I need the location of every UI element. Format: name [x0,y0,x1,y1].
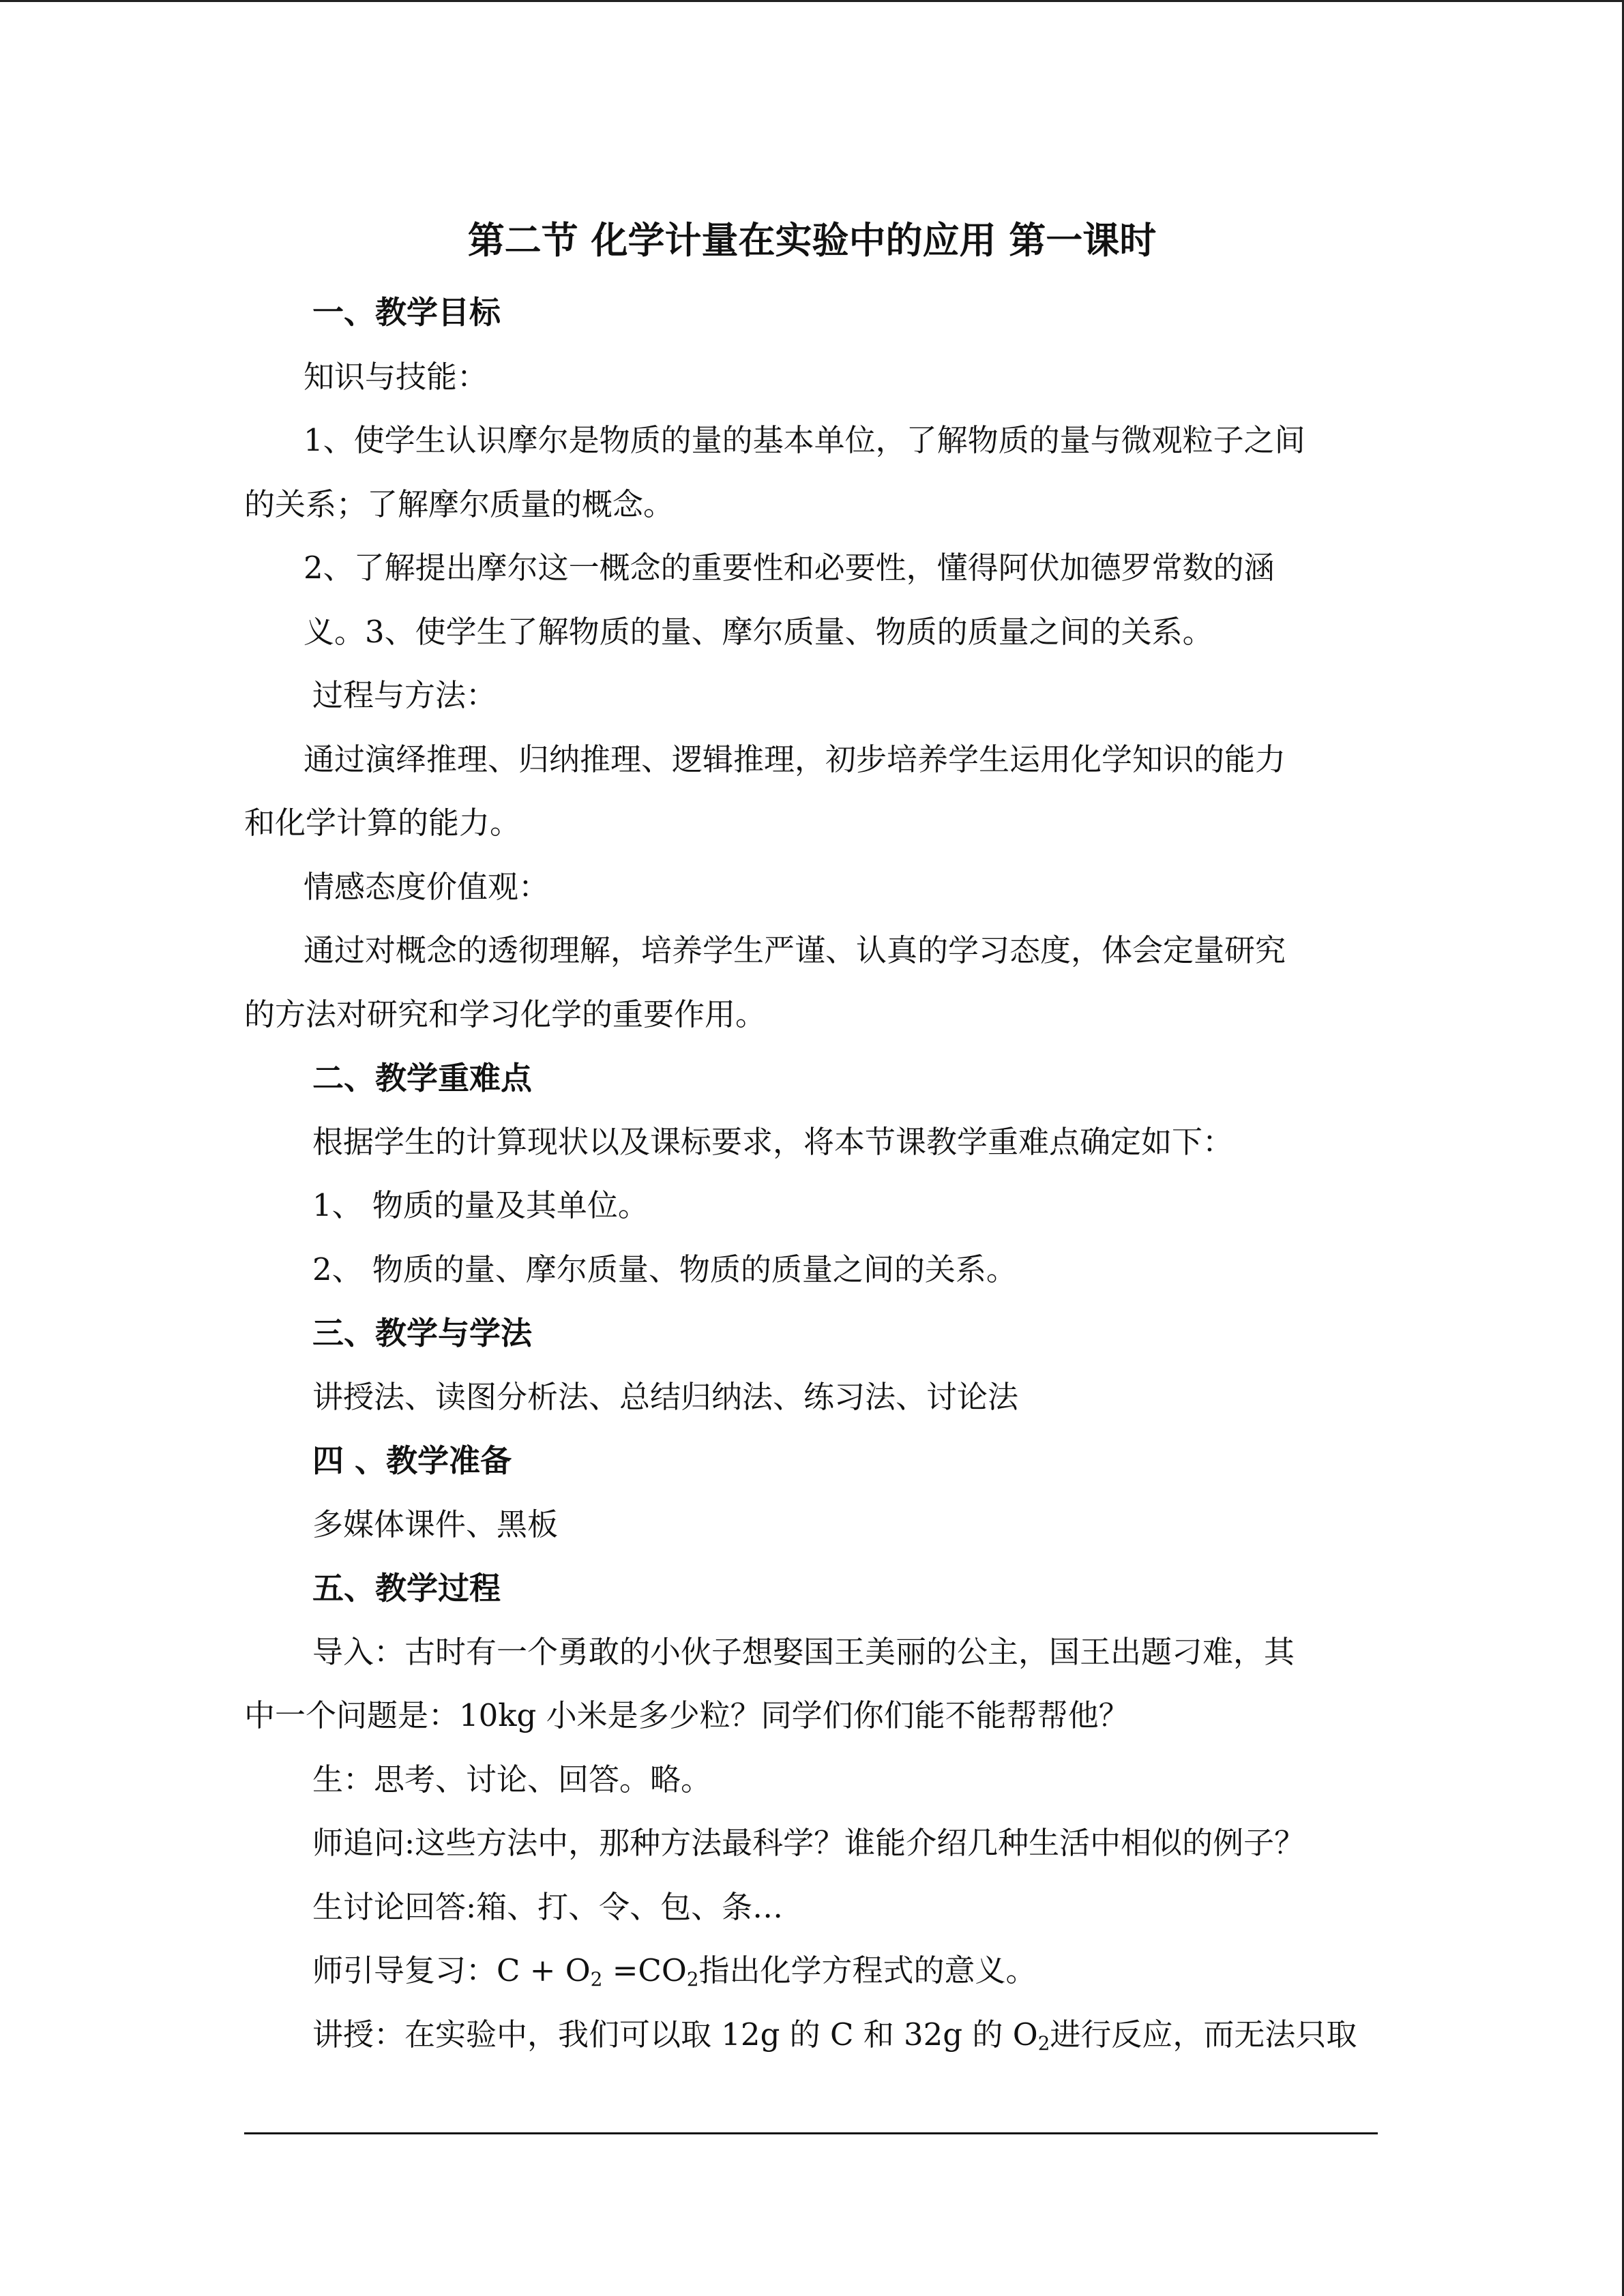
section-heading-key-points: 二、教学重难点 [312,1060,532,1097]
preparation-text: 多媒体课件、黑板 [312,1506,559,1542]
lecture-line [312,2016,1357,2054]
objective-1-line-1: 1、使学生认识摩尔是物质的量的基本单位，了解物质的量与微观粒子之间 [304,422,1305,458]
teacher-question: 师追问:这些方法中，那种方法最科学？谁能介绍几种生活中相似的例子？ [312,1825,1305,1861]
document-title: 第二节 化学计量在实验中的应用 第一课时 [467,219,1157,262]
teacher-review [312,1952,1037,1990]
page-border-top [0,0,1624,2]
lecture-subscript: 2 [1037,2031,1050,2055]
review-mid: =CO [602,1952,687,1988]
objective-2-line-2: 义。3、使学生了解物质的量、摩尔质量、物质的质量之间的关系。 [304,614,1213,650]
objective-2-line-1: 2、了解提出摩尔这一概念的重要性和必要性，懂得阿伏加德罗常数的涵 [304,550,1275,586]
student-response-2: 生讨论回答:箱、打、令、包、条… [312,1889,784,1925]
section-heading-preparation: 四 、教学准备 [312,1442,512,1479]
objective-1-line-2: 的关系；了解摩尔质量的概念。 [244,486,675,522]
emotion-line-1: 通过对概念的透彻理解，培养学生严谨、认真的学习态度，体会定量研究 [304,932,1286,968]
review-suffix: 指出化学方程式的意义。 [698,1952,1037,1988]
review-subscript-1: 2 [590,1967,603,1991]
footer-rule [244,2132,1378,2134]
key-point-2: 2、 物质的量、摩尔质量、物质的质量之间的关系。 [312,1251,1017,1287]
process-intro-line-1: 导入：古时有一个勇敢的小伙子想娶国王美丽的公主，国王出题刁难，其 [312,1634,1295,1670]
section-heading-process: 五、教学过程 [312,1570,501,1607]
key-points-intro: 根据学生的计算现状以及课标要求，将本节课教学重难点确定如下： [312,1124,1234,1160]
process-intro-line-2: 中一个问题是：10kg 小米是多少粒？同学们你们能不能帮帮他？ [244,1697,1130,1733]
review-subscript-2: 2 [686,1967,699,1991]
section-heading-methods: 三、教学与学法 [312,1315,532,1352]
emotion-label: 情感态度价值观： [304,869,550,905]
key-point-1: 1、 物质的量及其单位。 [312,1187,649,1223]
lecture-prefix: 讲授：在实验中，我们可以取 12g 的 C 和 32g 的 O [312,2016,1038,2053]
process-line-2: 和化学计算的能力。 [244,805,521,841]
student-response-1: 生：思考、讨论、回答。略。 [312,1761,712,1798]
process-line-1: 通过演绎推理、归纳推理、逻辑推理，初步培养学生运用化学知识的能力 [304,741,1286,777]
emotion-line-2: 的方法对研究和学习化学的重要作用。 [244,996,767,1032]
section-heading-objectives: 一、教学目标 [312,294,501,331]
process-label: 过程与方法： [312,677,497,713]
knowledge-label: 知识与技能： [304,359,488,395]
review-prefix: 师引导复习：C + O [312,1952,591,1988]
lecture-suffix: 进行反应，而无法只取 [1050,2016,1357,2053]
methods-text: 讲授法、读图分析法、总结归纳法、练习法、讨论法 [312,1379,1019,1415]
